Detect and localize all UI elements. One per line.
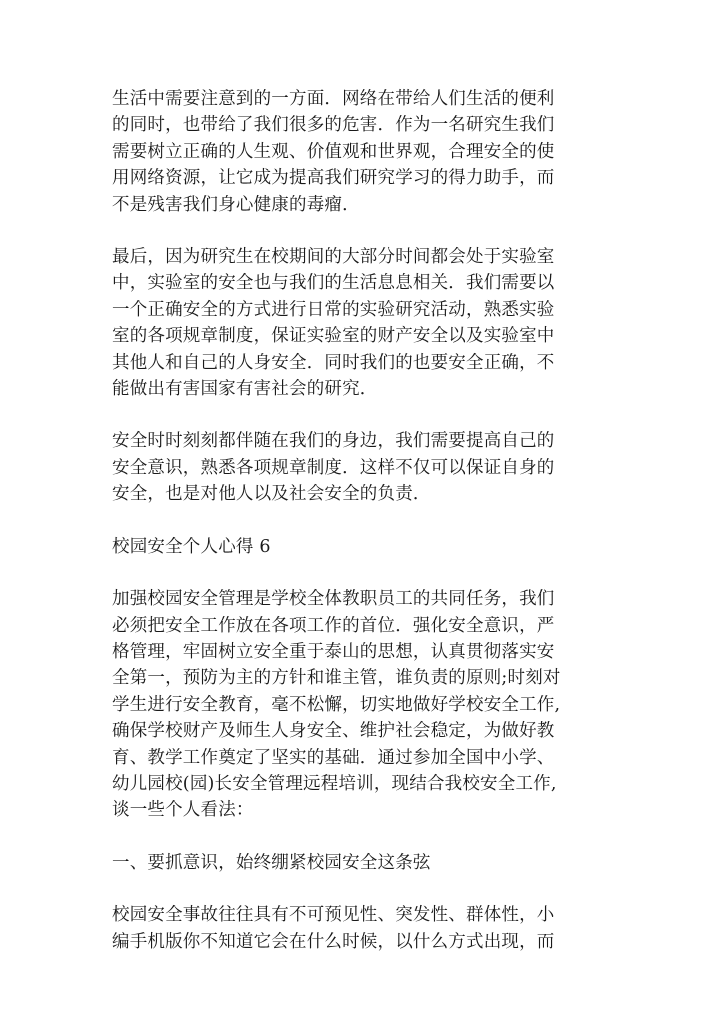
text-line: 安全时时刻刻都伴随在我们的身边，我们需要提高自己的	[112, 431, 555, 452]
text-line: 不是残害我们身心健康的毒瘤．	[112, 194, 360, 215]
paragraph-spacer	[112, 218, 610, 244]
text-line: 安全，也是对他人以及社会安全的负责．	[112, 484, 431, 505]
text-line: 确保学校财产及师生人身安全、维护社会稳定，为做好教	[112, 721, 555, 742]
text-line: 能做出有害国家有害社会的研究．	[112, 379, 378, 400]
paragraph-accidents	[112, 902, 610, 955]
paragraph-laboratory	[112, 244, 610, 402]
paragraph-spacer	[112, 402, 610, 428]
text-line: 幼儿园校(园)长安全管理远程培训，现结合我校安全工作,	[112, 773, 557, 794]
text-line: 需要树立正确的人生观、价值观和世界观，合理安全的使	[112, 141, 555, 162]
subheading: 一、要抓意识，始终绷紧校园安全这条弦	[112, 852, 431, 873]
text-line: 最后，因为研究生在校期间的大部分时间都会处于实验室	[112, 247, 555, 268]
text-line: 谈一些个人看法：	[112, 800, 254, 821]
text-line: 育、教学工作奠定了坚实的基础．通过参加全国中小学、	[112, 747, 555, 768]
text-line: 校园安全事故往往具有不可预见性、突发性、群体性，小	[112, 905, 555, 926]
text-line: 用网络资源，让它成为提高我们研究学习的得力助手，而	[112, 168, 555, 189]
section-title: 校园安全个人心得 6	[112, 536, 271, 557]
text-line: 格管理，牢固树立安全重于泰山的思想，认真贯彻落实安	[112, 641, 555, 662]
text-line: 室的各项规章制度，保证实验室的财产安全以及实验室中	[112, 326, 555, 347]
text-line: 加强校园安全管理是学校全体教职员工的共同任务，我们	[112, 589, 555, 610]
paragraph-spacer	[112, 508, 610, 534]
text-line: 学生进行安全教育，毫不松懈，切实地做好学校安全工作,	[112, 694, 561, 715]
paragraph-campus-management	[112, 586, 610, 824]
paragraph-awareness	[112, 428, 610, 507]
paragraph-spacer	[112, 824, 610, 850]
text-line: 全第一，预防为主的方针和谁主管，谁负责的原则;时刻对	[112, 668, 561, 689]
text-line: 中，实验室的安全也与我们的生活息息相关．我们需要以	[112, 273, 555, 294]
text-line: 编手机版你不知道它会在什么时候，以什么方式出现，而	[112, 931, 555, 952]
text-line: 必须把安全工作放在各项工作的首位．强化安全意识，严	[112, 615, 555, 636]
text-line: 安全意识，熟悉各项规章制度．这样不仅可以保证自身的	[112, 457, 555, 478]
paragraph-spacer	[112, 560, 610, 586]
text-line: 生活中需要注意到的一方面．网络在带给人们生活的便利	[112, 89, 555, 109]
paragraph-network	[112, 86, 610, 218]
text-line: 其他人和自己的人身安全．同时我们的也要安全正确，不	[112, 352, 555, 373]
text-line: 一个正确安全的方式进行日常的实验研究活动，熟悉实验	[112, 299, 555, 320]
paragraph-spacer	[112, 876, 610, 902]
document-body	[112, 86, 610, 955]
text-line: 的同时，也带给了我们很多的危害．作为一名研究生我们	[112, 115, 555, 136]
